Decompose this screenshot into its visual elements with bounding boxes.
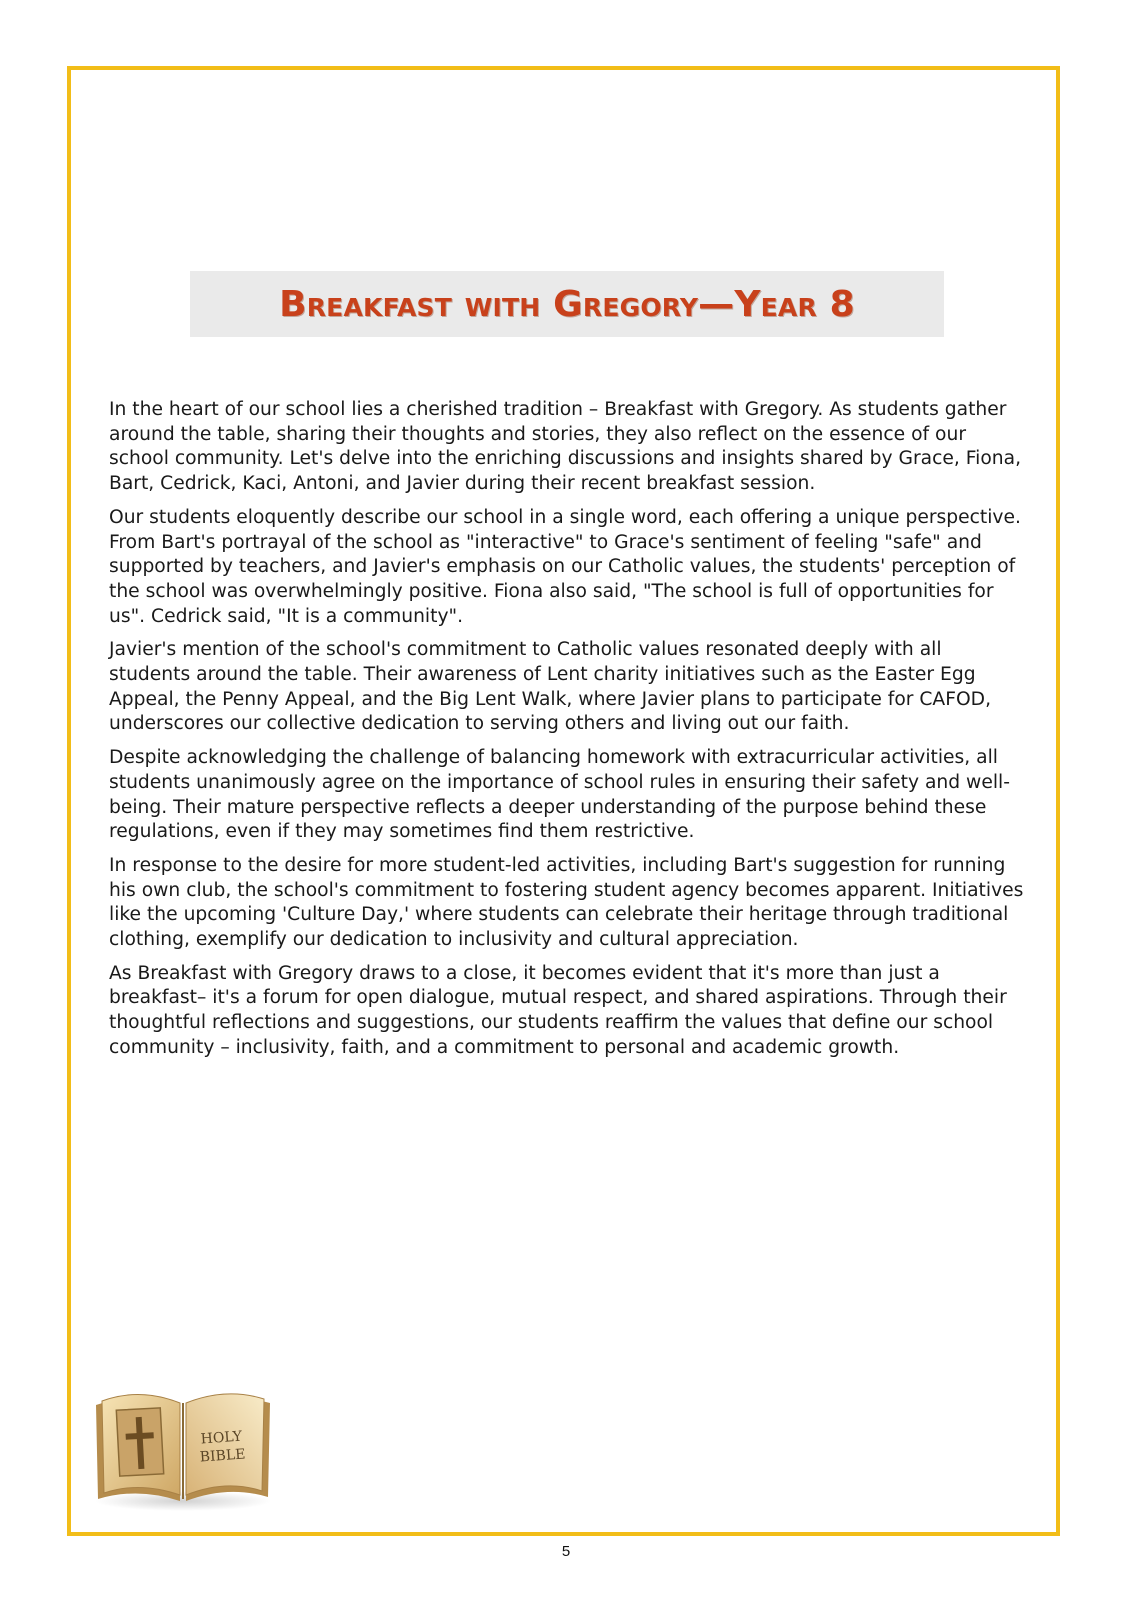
paragraph: As Breakfast with Gregory draws to a close, it becomes evident that it's more than just a breakfast– it's a forum for open dialogue, mutual respect, and shared aspirations. Through their thoughtful reflections and suggestions, our students reaffirm the values that define our school community – inclusivity, faith, and a commitment to personal and academic growth. bbox=[109, 962, 1007, 1058]
holy-bible-icon bbox=[88, 1383, 278, 1513]
paragraph: Our students eloquently describe our school in a single word, each offering a unique perspective. From Bart's portrayal of the school as "interactive" to Grace's sentiment of feeling "safe" and supported by teachers, and Javier's emphasis on our Catholic values, the students' perception of the school was overwhelmingly positive. Fiona also said, "The school is full of opportunities for us". Cedrick said, "It is a community". bbox=[109, 506, 1021, 627]
paragraph: Javier's mention of the school's commitment to Catholic values resonated deeply with all students around the table. Their awareness of Lent charity initiatives such as the Easter Egg Appeal, the Penny Appeal, and the Big Lent Walk, where Javier plans to participate for CAFOD, underscores our collective dedication to serving others and living out our faith. bbox=[109, 639, 992, 735]
bible-cover-text bbox=[191, 1427, 253, 1467]
paragraph: In response to the desire for more student-led activities, including Bart's suggestion for running his own club, the school's commitment to fostering student agency becomes apparent. Initiatives like the upcoming 'Culture Day,' where students can celebrate their heritage through traditional clothing, exemplify our dedication to inclusivity and cultural appreciation. bbox=[109, 854, 1024, 951]
bible-label-line2: BIBLE bbox=[199, 1446, 246, 1466]
bible-label-line1: HOLY bbox=[200, 1428, 243, 1448]
article-body bbox=[109, 398, 1027, 1070]
paragraph: Despite acknowledging the challenge of balancing homework with extracurricular activities, all students unanimously agree on the importance of school rules in ensuring their safety and well-being. Their mature perspective reflects a deeper understanding of the purpose behind these regulations, even if they may sometimes find them restrictive. bbox=[109, 747, 1010, 843]
page-number: 5 bbox=[561, 1543, 571, 1560]
page-title: Breakfast with Gregory—Year 8 bbox=[279, 283, 855, 325]
paragraph: In the heart of our school lies a cherished tradition – Breakfast with Gregory. As students gather around the table, sharing their thoughts and stories, they also reflect on the essence of our school community. Let's delve into the enriching discussions and insights shared by Grace, Fiona, Bart, Cedrick, Kaci, Antoni, and Javier during their recent breakfast session. bbox=[109, 399, 1022, 495]
title-banner bbox=[190, 271, 944, 337]
